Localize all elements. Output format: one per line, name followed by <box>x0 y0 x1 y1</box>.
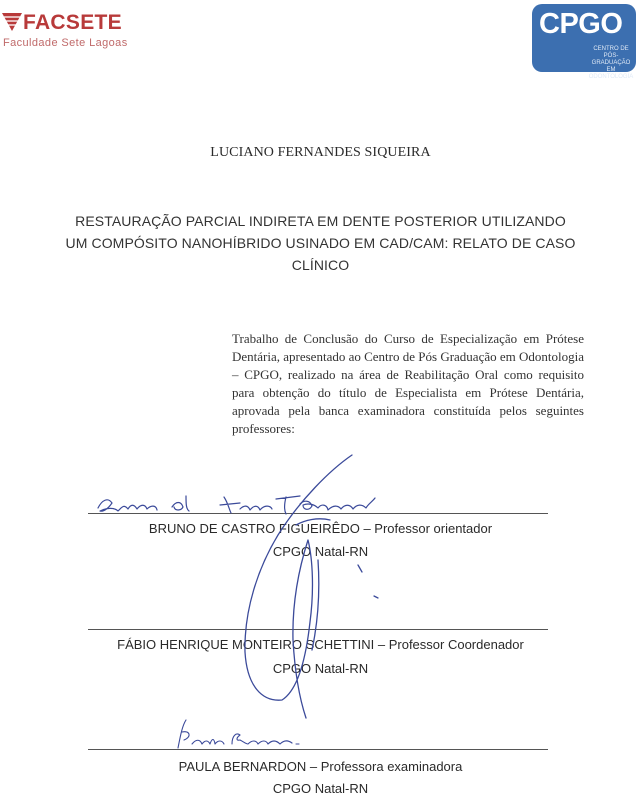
approval-statement: Trabalho de Conclusão do Curso de Especialização em Prótese Dentária, apresentado ao Centro de Pós Graduação em Odontologia – CPGO, realizado na área de Reabilitação Oral como requisito para obtenção do título de Especialista em Prótese Dentária, aprovada pela banca examinadora constituída pelos seguintes professores: <box>232 331 584 436</box>
cpgo-logo-name: CPGO <box>539 8 623 40</box>
signature-bruno <box>98 496 375 514</box>
examiner-1-name: BRUNO DE CASTRO FIGUEIRÊDO – Professor orientador <box>148 521 493 536</box>
signature-line-2 <box>88 629 548 630</box>
title-line-1: RESTAURAÇÃO PARCIAL INDIRETA EM DENTE POSTERIOR UTILIZANDO <box>75 213 566 229</box>
signature-line-3 <box>88 749 548 750</box>
signature-paula <box>178 720 299 748</box>
signature-line-1 <box>88 513 548 514</box>
facsete-emblem-icon <box>2 13 22 31</box>
document-title <box>60 210 581 276</box>
facsete-logo <box>2 8 132 52</box>
facsete-logo-subtitle: Faculdade Sete Lagoas <box>3 37 128 49</box>
cpgo-logo-line1: CENTRO DE <box>593 46 629 52</box>
cpgo-logo <box>532 4 636 80</box>
examiner-2-name: FÁBIO HENRIQUE MONTEIRO SCHETTINI – Professor Coordenador <box>117 637 524 652</box>
cpgo-logo-line2: PÓS-GRADUAÇÃO <box>591 53 631 66</box>
author-name: LUCIANO FERNANDES SIQUEIRA <box>210 145 431 160</box>
facsete-logo-name: FACSETE <box>23 11 122 34</box>
examiner-3-institution: CPGO Natal-RN <box>272 781 369 796</box>
cpgo-logo-line3: EM ODONTOLOGIA <box>588 67 634 80</box>
title-line-3: CLÍNICO <box>291 257 350 273</box>
signature-fabio <box>245 455 378 718</box>
cpgo-logo-subtitle <box>588 46 634 81</box>
examiner-2-institution: CPGO Natal-RN <box>272 661 369 676</box>
examiner-3-name: PAULA BERNARDON – Professora examinadora <box>178 759 463 774</box>
examiner-1-institution: CPGO Natal-RN <box>272 544 369 559</box>
title-line-2: UM COMPÓSITO NANOHÍBRIDO USINADO EM CAD/CAM: RELATO DE CASO <box>65 235 576 251</box>
